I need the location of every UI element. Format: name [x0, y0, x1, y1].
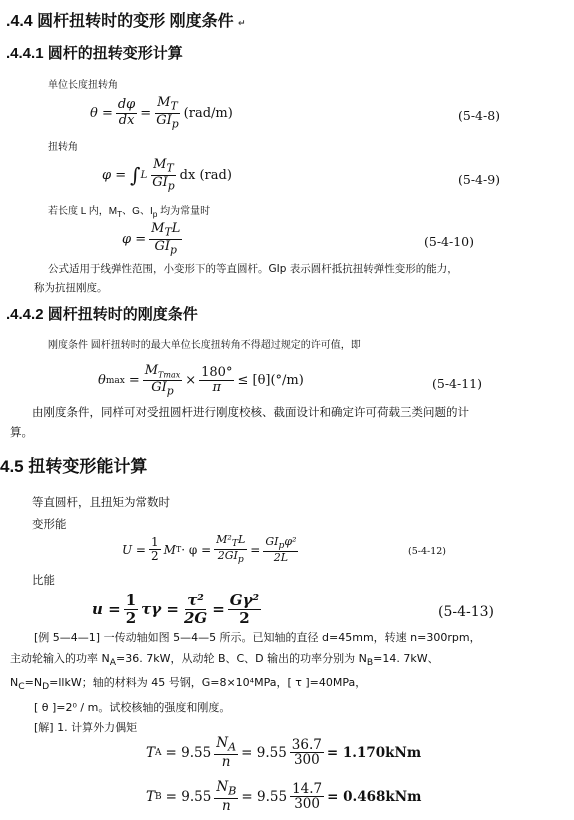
example-line: [例 5—4—1] 一传动轴如图 5—4—5 所示。已知轴的直径 d=45mm，转速 n=300rpm， [34, 631, 481, 644]
eq-lhs: u = [92, 600, 121, 618]
stiffness-paragraph [10, 402, 574, 442]
sym: M [157, 95, 171, 110]
fraction [214, 736, 238, 770]
sub: p [167, 179, 175, 193]
equation-number: (5-4-13) [438, 604, 495, 620]
equation-5-4-13 [92, 592, 264, 626]
text: =N [24, 676, 43, 690]
eq-result: = 0.468kNm [327, 788, 422, 805]
text-line: 变形能 [32, 519, 67, 531]
label-constant [48, 202, 210, 219]
note-paragraph [34, 260, 574, 298]
para-line: 由刚度条件，同样可对受扭圆杆进行刚度校核、截面设计和确定许可荷载三类问题的计 [32, 405, 469, 419]
sym: N [216, 735, 228, 751]
sym: GI [151, 380, 167, 396]
eq-part: = 9.55 [165, 744, 212, 761]
heading-text: 4.4 圆杆扭转时的变形 刚度条件 [10, 13, 234, 30]
fraction-denominator [153, 240, 179, 257]
sub: Tmax [158, 370, 181, 380]
fraction-numerator [214, 534, 247, 550]
example-paragraph [10, 628, 574, 739]
sub: B [228, 784, 237, 798]
fraction [149, 536, 161, 563]
heading-text: 4.5 扭转变形能计算 [0, 457, 148, 476]
sub: p [278, 539, 285, 551]
eq-unit: (rad/m) [183, 105, 233, 121]
sym: GI [152, 174, 168, 190]
sub: C [18, 681, 25, 693]
sub: D [42, 681, 50, 693]
eq-part: = 9.55 [241, 744, 287, 761]
note-line: 公式适用于线弹性范围，小变形下的等直圆杆。GIp 表示圆杆抵抗扭转弹性变形的能力， [48, 263, 458, 275]
fraction-denominator: 2 [125, 608, 137, 627]
sub: T [170, 99, 178, 113]
fraction-numerator: 1 [125, 591, 137, 609]
eq-tail: ≤ [θ](°/m) [237, 373, 304, 389]
eq-lhs: φ = [122, 231, 147, 247]
section-heading-4-4-1 [6, 42, 183, 63]
fraction [228, 592, 261, 626]
fraction-denominator: π [212, 380, 222, 396]
sym: GI [156, 112, 172, 128]
example-line [10, 649, 574, 674]
heading-text: 4.4.1 圆杆的扭转变形计算 [10, 45, 183, 62]
eq-sign: = [212, 600, 225, 618]
fraction-denominator: 300 [294, 796, 320, 813]
eq-sign: = [128, 373, 140, 389]
text-line: 比能 [32, 575, 55, 587]
sym: M [153, 157, 167, 172]
fraction-numerator [143, 364, 183, 381]
text: 、G、I [122, 206, 153, 217]
fraction [290, 782, 324, 813]
fraction-numerator: 36.7 [291, 736, 322, 753]
eq-lhs: φ = [102, 167, 127, 183]
section-heading-4-4 [6, 8, 246, 31]
equation-number: (5-4-9) [458, 172, 501, 187]
sub: p [166, 384, 174, 398]
eq-sign: = [140, 105, 152, 121]
heading-bullet: . [6, 45, 11, 62]
sub: A [109, 656, 116, 668]
sym: M² [216, 533, 232, 546]
sym: · φ = [181, 542, 212, 557]
eq-tail: dx (rad) [179, 167, 232, 183]
label-unit-angle: 单位长度扭转角 [48, 80, 118, 91]
eq-lhs: θ [98, 373, 106, 389]
sub: T [117, 209, 123, 219]
fraction [143, 364, 183, 398]
fraction-denominator: 2 [150, 549, 159, 564]
fraction-denominator: n [222, 798, 231, 815]
equation-5-4-11 [98, 364, 304, 398]
sym: M [144, 363, 159, 378]
fraction [150, 158, 176, 192]
text: =36. 7kW，从动轮 B、C、D 输出的功率分别为 N [116, 651, 367, 665]
integral-subscript: L [140, 169, 148, 181]
fraction-numerator: 14.7 [292, 780, 323, 797]
fraction [214, 780, 238, 814]
fraction [199, 366, 234, 396]
fraction-numerator [214, 736, 238, 755]
sub: max [105, 375, 125, 386]
eq-lhs: θ = [90, 105, 113, 121]
sym: L [237, 533, 246, 546]
eq-lhs: U = [122, 542, 146, 557]
fraction-denominator [216, 550, 246, 565]
fraction-numerator [149, 222, 182, 240]
text: 均为常量时 [157, 206, 211, 217]
equation-number: (5-4-10) [424, 234, 475, 249]
text: =14. 7kW、 [373, 651, 439, 665]
sub: T [175, 545, 182, 555]
fraction-numerator: 1 [150, 535, 159, 550]
equation-number: (5-4-11) [432, 376, 483, 391]
fraction-denominator: 2 [239, 608, 250, 627]
text: N [10, 676, 19, 690]
sym: M [151, 221, 165, 236]
fraction-numerator [263, 536, 298, 552]
fraction-denominator [150, 176, 176, 193]
fraction [124, 592, 138, 626]
sub: p [171, 117, 179, 131]
sub: B [155, 791, 162, 802]
sym: L [171, 221, 181, 236]
sub: p [170, 243, 177, 257]
equation-5-4-12 [122, 534, 301, 566]
sym: T [146, 744, 156, 761]
fraction [263, 536, 298, 564]
sub: T [164, 225, 172, 239]
equation-5-4-8 [90, 96, 233, 130]
sub: A [228, 740, 237, 754]
equation-number: (5-4-12) [408, 546, 447, 557]
sub: A [155, 747, 162, 758]
sym: 2GI [217, 549, 238, 563]
sym: τγ = [141, 600, 179, 618]
equation-number: (5-4-8) [458, 108, 501, 123]
note-line: 称为抗扭刚度。 [34, 282, 108, 294]
sym: M [163, 542, 176, 557]
eq-result: = 1.170kNm [326, 744, 422, 761]
example-line [10, 673, 574, 698]
fraction [116, 98, 137, 128]
sym: GI [154, 238, 171, 254]
equation-tb [146, 780, 421, 814]
fraction-numerator: 180° [201, 365, 233, 381]
section-heading-4-5 [0, 452, 147, 477]
text: 若长度 L 内，M [48, 206, 118, 217]
heading-bullet: . [6, 13, 11, 30]
fraction [214, 534, 247, 566]
sym: T [146, 788, 156, 805]
fraction [290, 738, 324, 769]
sub: p [237, 554, 244, 566]
integral-sign: ∫ [130, 163, 141, 187]
fraction-denominator: 2G [183, 608, 208, 627]
eq-part: = 9.55 [165, 788, 212, 805]
sub: T [166, 161, 174, 175]
fraction [182, 592, 209, 626]
sub: B [366, 656, 374, 668]
fraction-numerator [155, 96, 180, 114]
fraction [149, 222, 182, 256]
equation-5-4-9 [102, 158, 232, 192]
example-line: [ θ ]=2⁰ / m。试校核轴的强度和刚度。 [34, 700, 231, 714]
fraction-numerator [151, 158, 176, 176]
sym: φ² [284, 534, 297, 548]
sym: N [216, 779, 229, 795]
solution-line: [解] 1. 计算外力偶矩 [34, 721, 138, 735]
section-heading-4-4-2 [6, 303, 198, 324]
fraction-numerator: dφ [117, 97, 136, 113]
equation-ta [146, 736, 421, 770]
fraction [154, 96, 180, 130]
para-line: 算。 [10, 425, 33, 439]
label-angle: 扭转角 [48, 142, 78, 153]
fraction-denominator: 300 [293, 752, 320, 769]
text: 主动轮输入的功率 N [10, 651, 110, 665]
eq-part: = 9.55 [241, 788, 288, 805]
stiffness-condition-text: 刚度条件 圆杆扭转时的最大单位长度扭转角不得超过规定的许可值，即 [48, 340, 361, 351]
text-line: 等直圆杆，且扭矩为常数时 [32, 497, 170, 509]
times-sign: × [185, 373, 197, 389]
heading-bullet: . [6, 306, 11, 323]
equation-5-4-10 [122, 222, 185, 256]
fraction-numerator: τ² [187, 591, 204, 609]
fraction-denominator: dx [118, 112, 135, 128]
sub: p [152, 209, 158, 219]
fraction-denominator [149, 381, 175, 398]
sub: T [231, 538, 238, 550]
heading-text: 4.4.2 圆杆扭转时的刚度条件 [10, 306, 198, 323]
fraction-numerator: Gγ² [229, 591, 260, 609]
fraction-numerator [214, 780, 238, 799]
eq-sign: = [250, 542, 261, 557]
fraction-denominator: 2L [273, 550, 289, 564]
text: =llkW；轴的材料为 45 号钢，G=8×10⁴MPa，[ τ ]=40MPa， [49, 676, 367, 690]
sym: GI [265, 534, 279, 548]
fraction-denominator: n [221, 754, 231, 771]
fraction-denominator [154, 114, 180, 131]
paragraph-mark: ↵ [238, 18, 246, 28]
